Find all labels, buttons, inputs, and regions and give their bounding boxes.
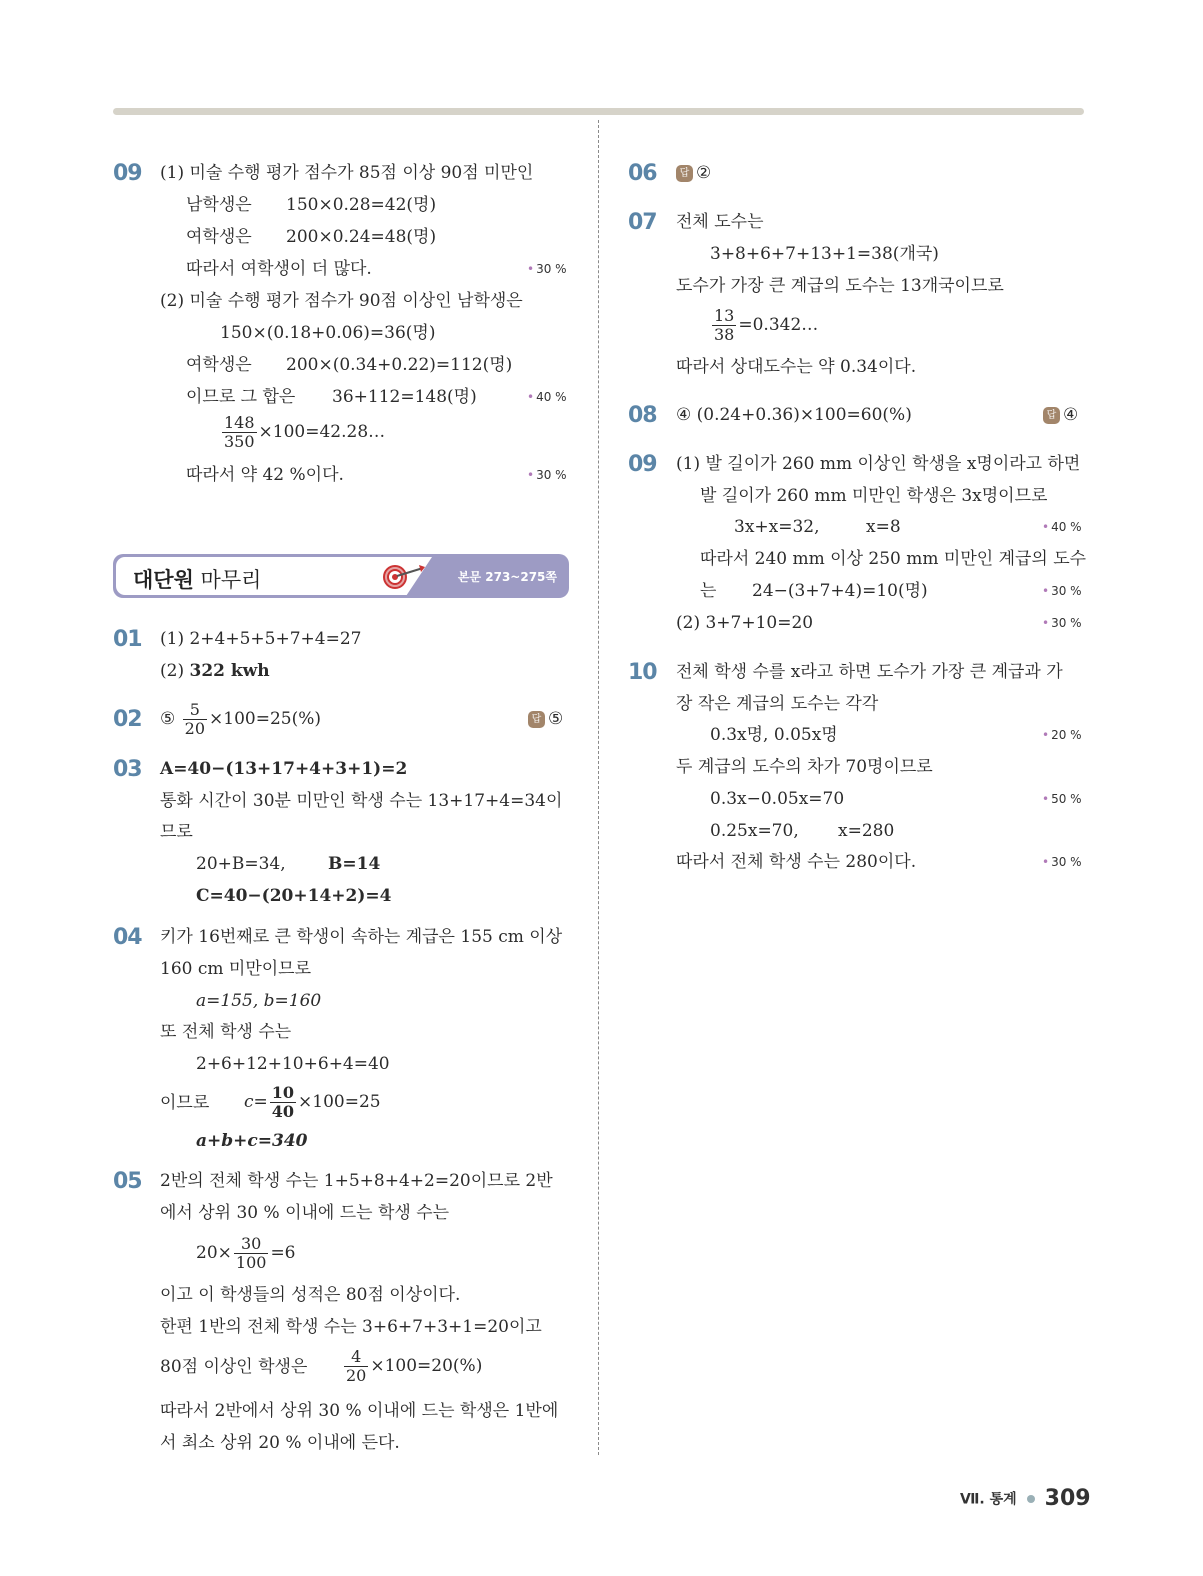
solution-line: (2) 미술 수행 평가 점수가 90점 이상인 남학생은 [160,291,523,311]
chapter-label: Ⅶ. 통계 [960,1491,1017,1508]
fraction-line: 20× $\frac{30}{100}$ =6 [196,1234,296,1272]
solution-line: 므로 [160,822,193,842]
solution-line: a=155, b=160 [196,991,322,1011]
solution-line: 200×(0.34+0.22)=112(명) [286,355,513,375]
solution-line: 2반의 전체 학생 수는 1+5+8+4+2=20이므로 2반 [160,1171,553,1191]
answer-badge: 답 ② [676,162,711,184]
score-percent: • 30 % [1042,580,1082,602]
answer-badge: 답 ⑤ [528,708,563,730]
solution-line: (2) 3+7+10=20 [676,613,814,633]
problem-number: 04 [113,925,142,950]
solution-line: 또 전체 학생 수는 [160,1022,292,1042]
problem-number: 02 [113,707,142,732]
solution-line: 서 최소 상위 20 % 이내에 든다. [160,1433,400,1453]
solution-line: C=40−(20+14+2)=4 [196,886,392,906]
fraction: $\frac{13}{38}$ [714,306,735,344]
solution-line: 200×0.24=48(명) [286,227,437,247]
problem-number: 01 [113,627,142,652]
problem-number: 08 [628,403,657,428]
solution-line: 이므로 그 합은 [186,387,296,407]
solution-line: 발 길이가 260 mm 미만인 학생은 3x명이므로 [700,486,1048,506]
solution-line: 키가 16번째로 큰 학생이 속하는 계급은 155 cm 이상 [160,927,563,947]
solution-line: 따라서 2반에서 상위 30 % 이내에 드는 학생은 1반에 [160,1401,559,1421]
fraction: $\frac{5}{20}$ [184,700,206,738]
answer-badge: 답 ④ [1043,404,1078,426]
solution-line: x=280 [838,821,895,841]
solution-line: 3+8+6+7+13+1=38(개국) [710,244,939,264]
solution-line: 이므로 [160,1093,210,1113]
problem-number: 09 [628,452,657,477]
solution-line: B=14 [328,854,381,874]
problem-number: 03 [113,757,142,782]
page-number: 309 [1044,1486,1091,1511]
solution-line: 150×(0.18+0.06)=36(명) [220,323,436,343]
solution-line: 0.25x=70, [710,821,799,841]
page-reference: 본문 273~275쪽 [457,570,557,584]
fraction: $\frac{10}{40}$ [271,1083,295,1121]
fraction: $\frac{4}{20}$ [346,1347,367,1385]
solution-line: (2) 322 kwh [160,661,270,681]
column-divider [598,120,599,1455]
solution-line: 남학생은 [186,195,252,215]
solution-line: 따라서 전체 학생 수는 280이다. [676,852,917,872]
solution-line: 24−(3+7+4)=10(명) [752,581,928,601]
solution-line: 여학생은 [186,355,252,375]
solution-line: 두 계급의 도수의 차가 70명이므로 [676,757,933,777]
fraction-line: $\frac{4}{20}$ ×100=20(%) [346,1347,483,1385]
top-rule [113,108,1084,115]
solution-line: a+b+c=340 [196,1131,308,1151]
section-header [113,554,569,598]
score-percent: • 30 % [527,464,567,486]
solution-line: 20+B=34, [196,854,286,874]
solution-line: 전체 학생 수를 x라고 하면 도수가 가장 큰 계급과 가 [676,662,1063,682]
problem-number: 10 [628,660,657,685]
problem-number: 07 [628,210,657,235]
fraction-line: $\frac{13}{38}$ =0.342… [714,306,819,344]
solution-line: 따라서 240 mm 이상 250 mm 미만인 계급의 도수 [700,549,1087,569]
solution-line: 전체 도수는 [676,212,764,232]
solution-line: 150×0.28=42(명) [286,195,437,215]
solution-line: A=40−(13+17+4+3+1)=2 [160,759,408,779]
solution-line: 따라서 상대도수는 약 0.34이다. [676,357,917,377]
solution-line: 따라서 약 42 %이다. [186,465,344,485]
solution-line: (1) 2+4+5+5+7+4=27 [160,629,362,649]
section-title: 대단원 마무리 [133,568,262,592]
solution-line: 160 cm 미만이므로 [160,959,312,979]
solution-line: 장 작은 계급의 도수는 각각 [676,694,879,714]
problem-number: 05 [113,1169,142,1194]
solution-line: 는 [700,581,717,601]
solution-line: 통화 시간이 30분 미만인 학생 수는 13+17+4=34이 [160,791,563,811]
score-percent: • 30 % [1042,612,1082,634]
score-percent: • 30 % [1042,851,1082,873]
fraction: $\frac{30}{100}$ [235,1234,267,1272]
score-percent: • 40 % [527,386,567,408]
solution-line: 36+112=148(명) [332,387,477,407]
solution-line: 이고 이 학생들의 성적은 80점 이상이다. [160,1285,461,1305]
problem-number: 09 [113,161,142,186]
fraction: $\frac{148}{350}$ [224,413,255,451]
solution-line: 80점 이상인 학생은 [160,1357,308,1377]
solution-line: 따라서 여학생이 더 많다. [186,259,372,279]
score-percent: • 30 % [527,258,567,280]
solution-line: 0.3x−0.05x=70 [710,789,845,809]
fraction-line: $\frac{148}{350}$ ×100=42.28… [224,413,386,451]
solution-line: 0.3x명, 0.05x명 [710,725,838,745]
score-percent: • 50 % [1042,788,1082,810]
problem-number: 06 [628,161,657,186]
solution-line: 한편 1반의 전체 학생 수는 3+6+7+3+1=20이고 [160,1317,542,1337]
separator-dot [1027,1495,1035,1503]
solution-line: ④ (0.24+0.36)×100=60(%) [676,405,912,425]
solution-line: 2+6+12+10+6+4=40 [196,1054,390,1074]
score-percent: • 20 % [1042,724,1082,746]
page-footer [960,1486,1091,1511]
solution-line: (1) 미술 수행 평가 점수가 85점 이상 90점 미만인 [160,163,534,183]
solution-line: 도수가 가장 큰 계급의 도수는 13개국이므로 [676,276,1004,296]
target-icon [379,564,427,590]
solution-line: ⑤ $\frac{5}{20}$ ×100=25(%) [160,700,322,738]
solution-line: 여학생은 [186,227,252,247]
solution-line: 3x+x=32, [734,517,820,537]
score-percent: • 40 % [1042,516,1082,538]
solution-line: x=8 [866,517,901,537]
solution-line: (1) 발 길이가 260 mm 이상인 학생을 x명이라고 하면 [676,454,1081,474]
fraction-line: c= $\frac{10}{40}$ ×100=25 [244,1083,381,1121]
solution-line: 에서 상위 30 % 이내에 드는 학생 수는 [160,1203,450,1223]
